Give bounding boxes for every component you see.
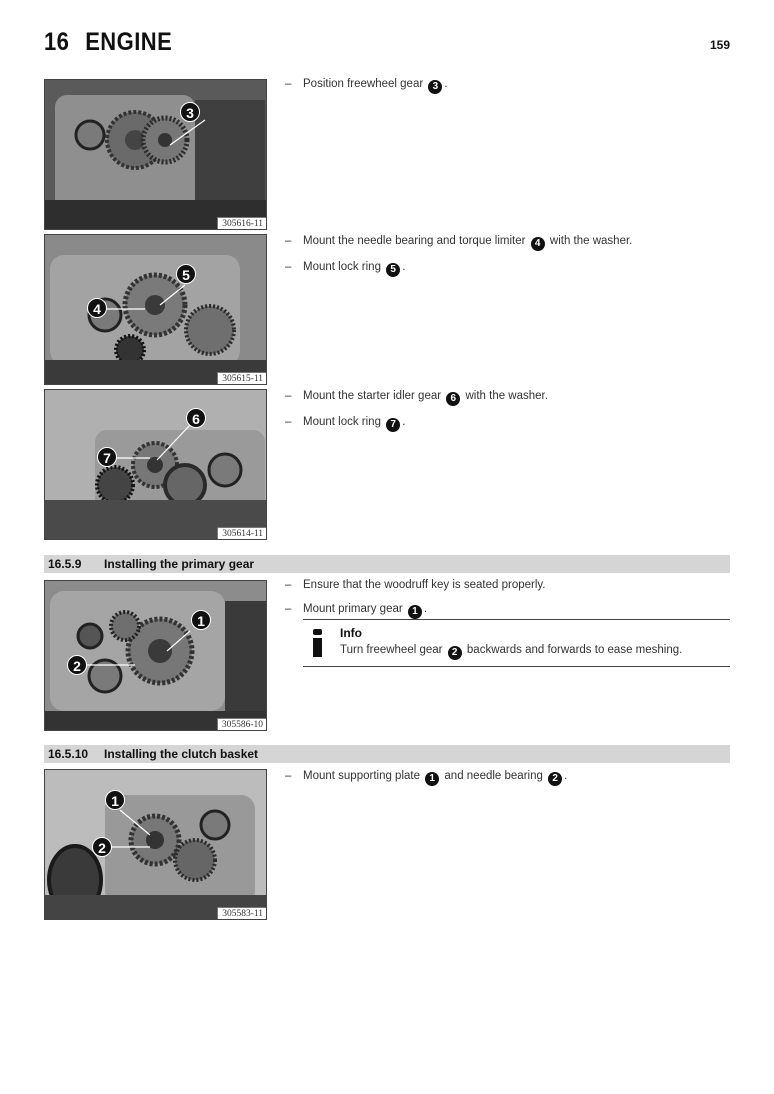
page-number: 159 xyxy=(709,38,730,52)
step-text-end: with the washer. xyxy=(465,390,548,402)
callout-marker: 1 xyxy=(191,610,211,630)
step-text: Mount primary gear xyxy=(303,603,403,615)
reference-number: 3 xyxy=(428,80,442,94)
callout-marker: 7 xyxy=(97,447,117,467)
reference-number: 2 xyxy=(548,772,562,786)
engine-photo-illustration xyxy=(45,770,266,919)
step-item xyxy=(285,768,735,786)
step-item xyxy=(285,388,735,406)
callout-marker: 1 xyxy=(105,790,125,810)
engine-photo-illustration xyxy=(45,235,266,384)
step-text-end: with the washer. xyxy=(549,235,633,247)
chapter-number: 16 xyxy=(44,28,70,56)
step-text: Mount lock ring xyxy=(303,261,381,273)
engine-photo-illustration xyxy=(45,390,266,539)
info-text-start: Turn freewheel gear xyxy=(340,644,443,656)
reference-number: 4 xyxy=(531,237,545,251)
page-header xyxy=(44,28,730,58)
step-text-end: . xyxy=(564,770,568,782)
photo-code: 305615-11 xyxy=(217,372,266,384)
step-text: Mount the needle bearing and torque limiter xyxy=(303,235,526,247)
section-number: 16.5.9 xyxy=(48,557,82,571)
step-dash: – xyxy=(285,579,292,591)
step-dash: – xyxy=(285,261,292,273)
step-dash: – xyxy=(285,78,292,90)
steps-starter-idler xyxy=(285,388,735,440)
photo-torque-limiter xyxy=(44,234,267,385)
step-item xyxy=(285,577,735,593)
callout-marker: 2 xyxy=(67,655,87,675)
step-dash: – xyxy=(285,390,292,402)
reference-number: 2 xyxy=(448,646,462,660)
step-text: Mount supporting plate xyxy=(303,770,420,782)
callout-marker: 6 xyxy=(186,408,206,428)
photo-clutch-basket xyxy=(44,769,267,920)
section-number: 16.5.10 xyxy=(48,747,89,761)
photo-code: 305586-10 xyxy=(217,718,266,730)
steps-freewheel xyxy=(285,76,735,102)
step-text-end: . xyxy=(402,261,406,273)
info-text xyxy=(340,644,682,660)
step-text-end: . xyxy=(444,78,448,90)
engine-photo-illustration xyxy=(45,80,266,229)
step-item xyxy=(285,601,735,619)
step-item xyxy=(285,414,735,432)
step-item xyxy=(285,259,735,277)
section-heading-primary-gear xyxy=(44,555,730,573)
reference-number: 1 xyxy=(408,605,422,619)
step-dash: – xyxy=(285,770,292,782)
info-text-end: backwards and forwards to ease meshing. xyxy=(466,644,683,656)
step-text: Mount lock ring xyxy=(303,416,381,428)
step-dash: – xyxy=(285,416,292,428)
step-dash: – xyxy=(285,603,292,615)
section-title: Installing the primary gear xyxy=(104,557,255,571)
photo-starter-idler-gear xyxy=(44,389,267,540)
callout-marker: 5 xyxy=(176,264,196,284)
step-text-mid: and needle bearing xyxy=(444,770,543,782)
section-heading-clutch-basket xyxy=(44,745,730,763)
steps-clutch-basket xyxy=(285,768,735,794)
info-box xyxy=(303,619,730,667)
photo-primary-gear xyxy=(44,580,267,731)
step-text-end: . xyxy=(423,603,428,615)
steps-torque-limiter xyxy=(285,233,735,285)
step-text: Ensure that the woodruff key is seated properly. xyxy=(303,579,546,591)
reference-number: 7 xyxy=(386,418,400,432)
step-item xyxy=(285,233,735,251)
reference-number: 5 xyxy=(386,263,400,277)
photo-code: 305616-11 xyxy=(217,217,266,229)
step-text: Mount the starter idler gear xyxy=(303,390,442,402)
chapter-title: ENGINE xyxy=(85,28,173,56)
info-icon xyxy=(311,629,325,657)
photo-code: 305583-11 xyxy=(217,907,266,919)
reference-number: 6 xyxy=(446,392,460,406)
callout-marker: 2 xyxy=(92,837,112,857)
step-dash: – xyxy=(285,235,292,247)
step-item xyxy=(285,76,735,94)
step-text: Position freewheel gear xyxy=(303,78,424,90)
photo-freewheel-gear xyxy=(44,79,267,230)
info-title: Info xyxy=(340,626,362,640)
reference-number: 1 xyxy=(425,772,439,786)
section-title: Installing the clutch basket xyxy=(104,747,259,761)
photo-code: 305614-11 xyxy=(217,527,266,539)
step-text-end: . xyxy=(402,416,406,428)
page-title xyxy=(44,28,172,57)
callout-marker: 4 xyxy=(87,298,107,318)
callout-marker: 3 xyxy=(180,102,200,122)
